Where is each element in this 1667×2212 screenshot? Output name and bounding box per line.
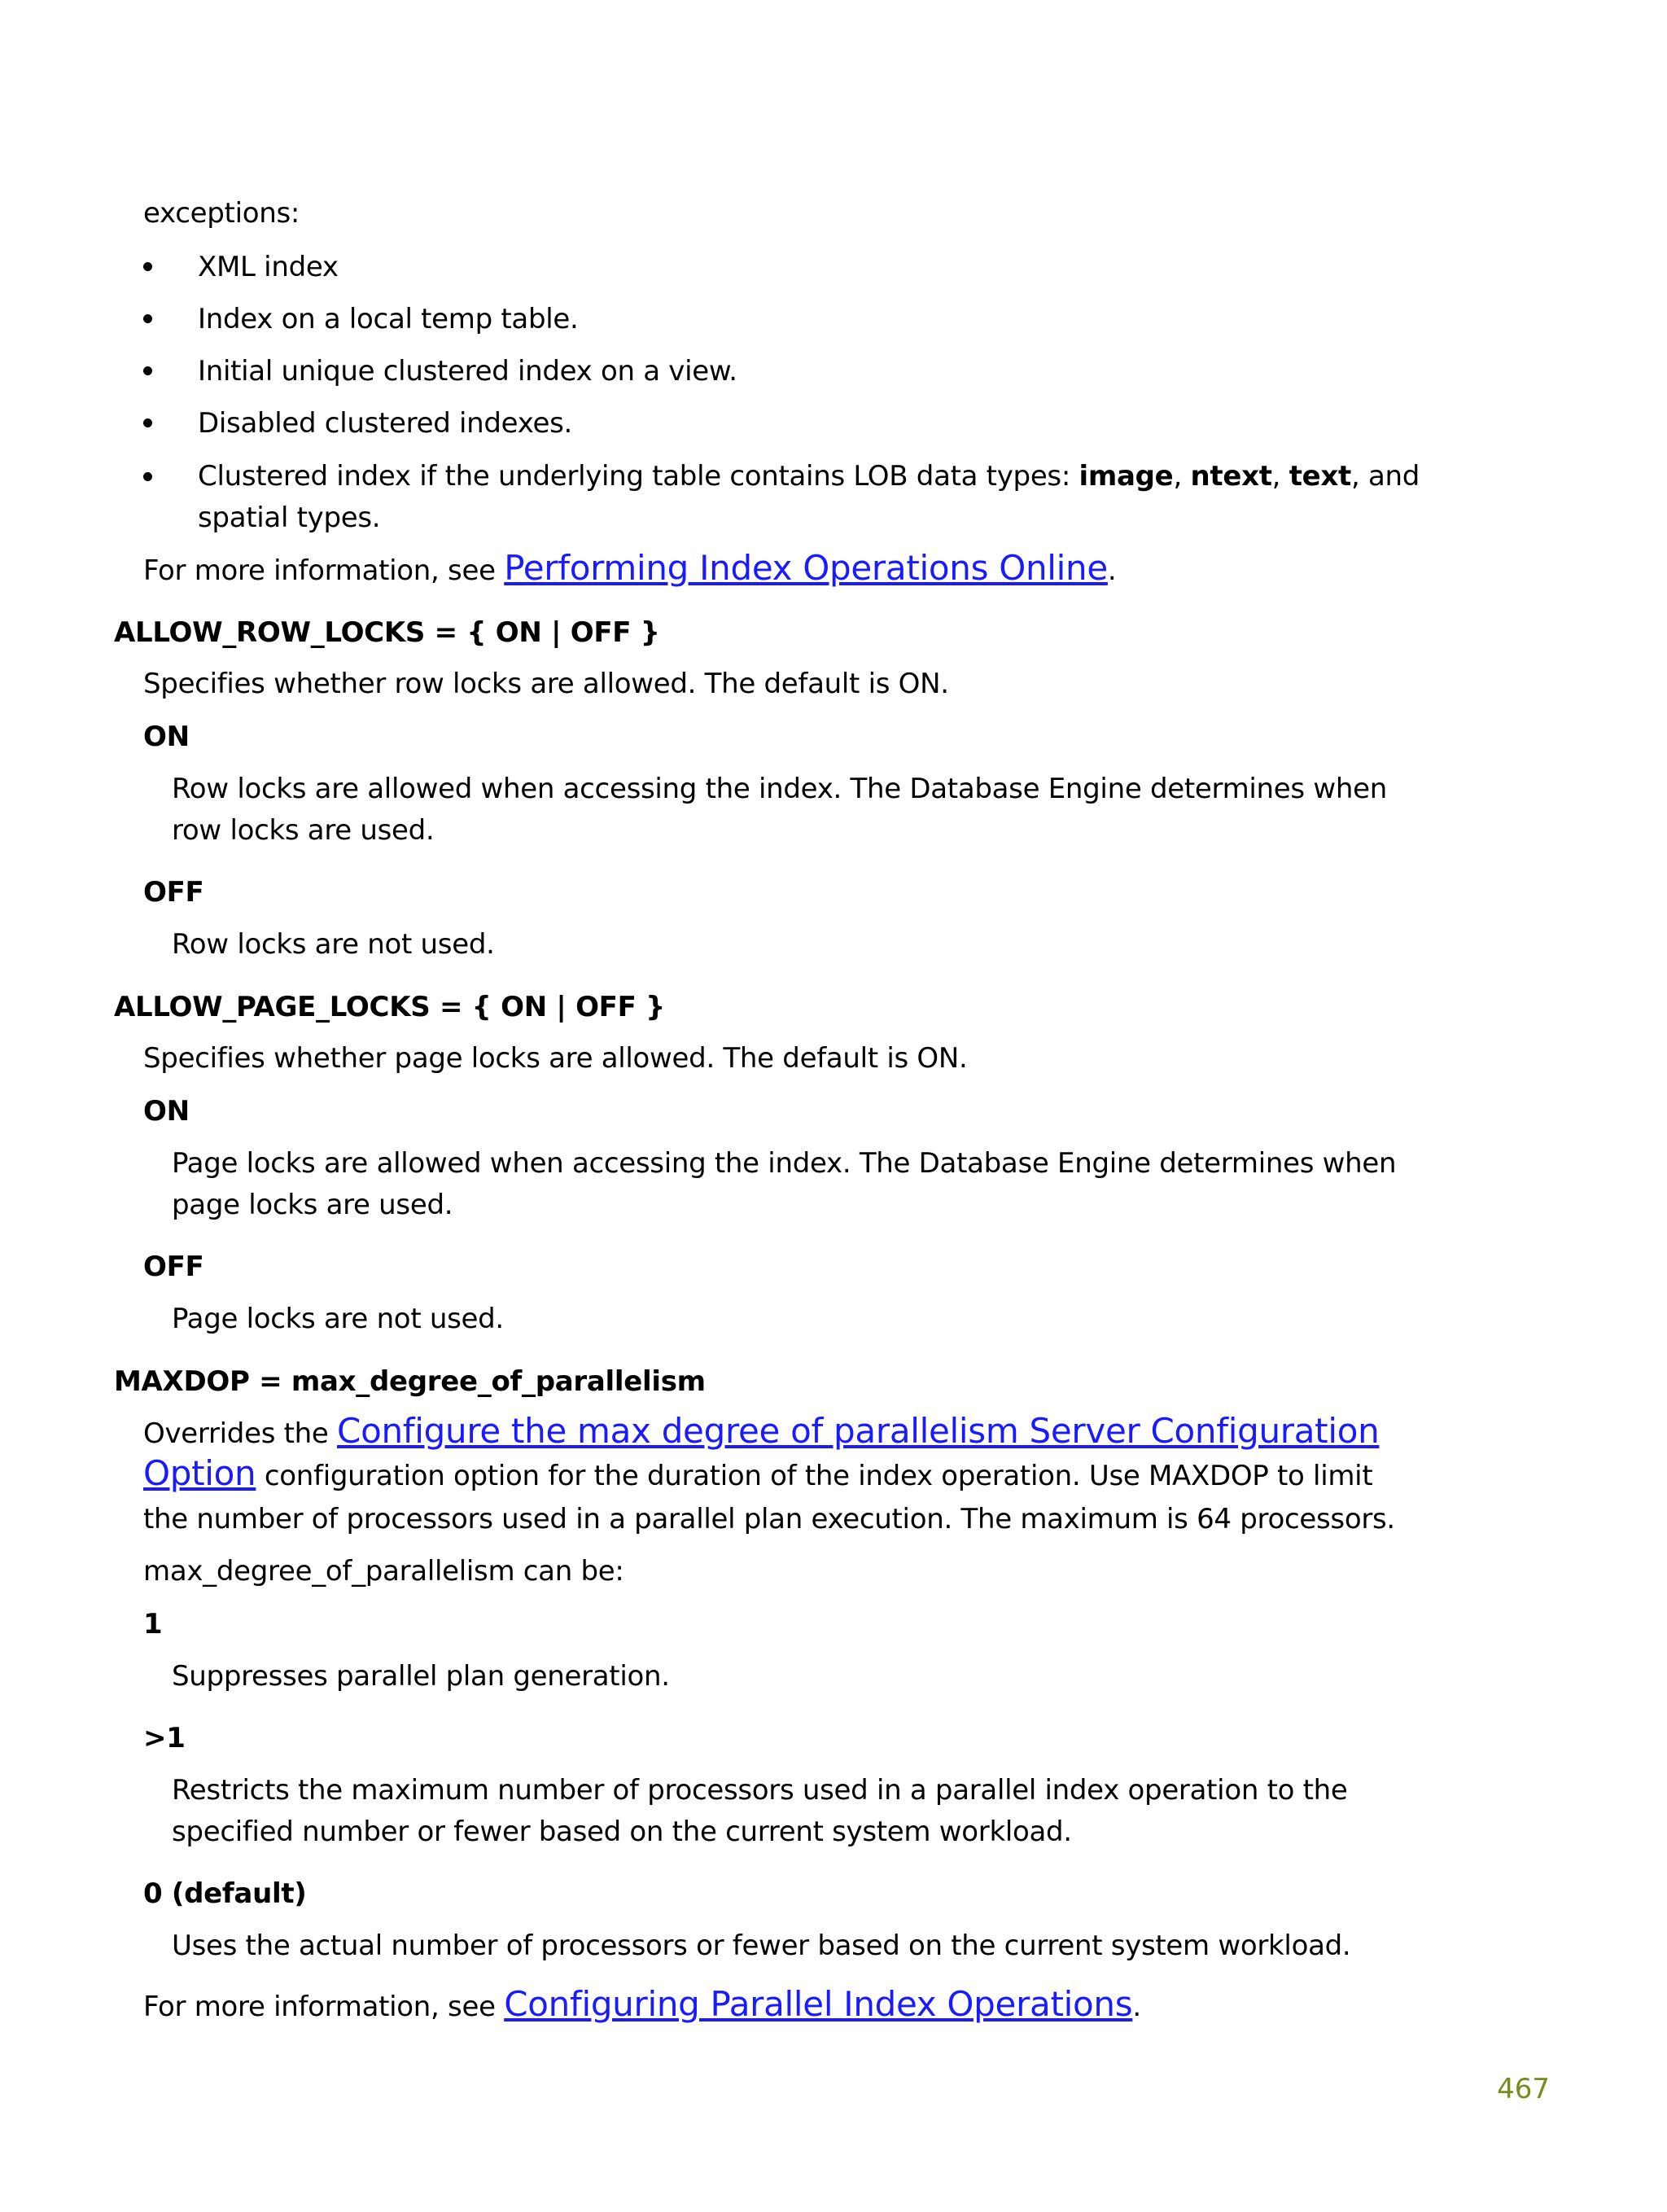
bullet-dot	[143, 472, 152, 481]
maxdop-can-be: max_degree_of_parallelism can be:	[143, 1555, 624, 1588]
bullet-item: Initial unique clustered index on a view.	[198, 355, 737, 388]
link-performing-index-operations-online[interactable]: Performing Index Operations Online	[504, 548, 1108, 588]
bullet-dot	[143, 366, 152, 375]
row-locks-on-text: Row locks are allowed when accessing the index. The Database Engine determines when	[172, 773, 1387, 805]
bullet-item: XML index	[198, 251, 339, 283]
row-locks-off-text: Row locks are not used.	[172, 928, 495, 961]
maxdop-desc-line2	[143, 1453, 1373, 1494]
bullet-item-lob	[198, 458, 1420, 494]
maxdop-value-gt1-label: >1	[143, 1722, 186, 1754]
sep: ,	[1271, 460, 1289, 493]
row-locks-desc: Specifies whether row locks are allowed. The default is ON.	[143, 668, 949, 700]
maxdop-value-1-text: Suppresses parallel plan generation.	[172, 1660, 670, 1693]
type-text: text	[1289, 460, 1351, 493]
bullet-dot	[143, 314, 152, 323]
link-configure-max-degree-of-parallelism[interactable]: Configure the max degree of parallelism Server Configuration	[337, 1411, 1380, 1451]
heading-allow-page-locks: ALLOW_PAGE_LOCKS = { ON | OFF }	[114, 991, 665, 1023]
maxdop-value-gt1-text-line2: specified number or fewer based on the current system workload.	[172, 1816, 1072, 1848]
page-number: 467	[1497, 2073, 1550, 2105]
heading-allow-row-locks: ALLOW_ROW_LOCKS = { ON | OFF }	[114, 616, 660, 649]
intro-text: exceptions:	[143, 197, 300, 230]
page-locks-off-label: OFF	[143, 1251, 204, 1283]
bullet-item-lob-line2: spatial types.	[198, 502, 381, 534]
more-info-pre: For more information, see	[143, 1991, 505, 2023]
maxdop-value-0-text: Uses the actual number of processors or fewer based on the current system workload.	[172, 1929, 1351, 1962]
more-info-pre: For more information, see	[143, 554, 505, 587]
more-info-post: .	[1132, 1991, 1141, 2023]
link-configuring-parallel-index-operations[interactable]: Configuring Parallel Index Operations	[504, 1984, 1133, 2024]
page-locks-on-text: Page locks are allowed when accessing the index. The Database Engine determines when	[172, 1147, 1397, 1180]
page-locks-on-label: ON	[143, 1095, 190, 1128]
bullet-dot	[143, 262, 152, 271]
bullet-lob-post: , and	[1350, 460, 1420, 493]
page-locks-desc: Specifies whether page locks are allowed. The default is ON.	[143, 1042, 968, 1075]
heading-maxdop: MAXDOP = max_degree_of_parallelism	[114, 1365, 706, 1398]
row-locks-on-text-line2: row locks are used.	[172, 814, 435, 847]
row-locks-off-label: OFF	[143, 876, 204, 909]
more-info-1	[143, 550, 1116, 589]
row-locks-on-label: ON	[143, 721, 190, 753]
bullet-item: Disabled clustered indexes.	[198, 407, 573, 440]
more-info-post: .	[1107, 554, 1117, 587]
type-ntext: ntext	[1190, 460, 1272, 493]
bullet-dot	[143, 418, 152, 427]
link-configure-max-degree-of-parallelism-option[interactable]: Option	[143, 1453, 256, 1493]
sep: ,	[1173, 460, 1191, 493]
maxdop-value-gt1-text: Restricts the maximum number of processors used in a parallel index operation to the	[172, 1774, 1348, 1807]
maxdop-value-1-label: 1	[143, 1608, 163, 1640]
maxdop-value-0-label: 0 (default)	[143, 1877, 307, 1910]
maxdop-post: configuration option for the duration of the index operation. Use MAXDOP to limit	[256, 1460, 1373, 1492]
page-locks-off-text: Page locks are not used.	[172, 1303, 504, 1335]
type-image: image	[1079, 460, 1174, 493]
more-info-2	[143, 1986, 1141, 2025]
maxdop-desc-line3: the number of processors used in a parallel plan execution. The maximum is 64 processors.	[143, 1503, 1395, 1535]
page-locks-on-text-line2: page locks are used.	[172, 1189, 453, 1221]
bullet-item: Index on a local temp table.	[198, 303, 579, 335]
bullet-lob-pre: Clustered index if the underlying table contains LOB data types:	[198, 460, 1079, 493]
maxdop-pre: Overrides the	[143, 1417, 338, 1450]
maxdop-desc-line1	[143, 1413, 1379, 1452]
